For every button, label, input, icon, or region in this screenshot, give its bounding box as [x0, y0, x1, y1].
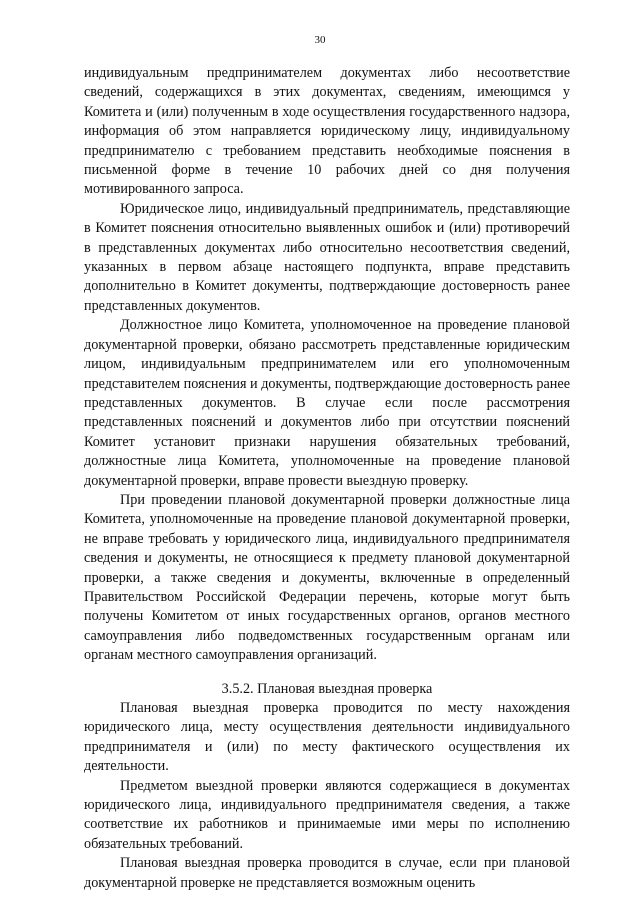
paragraph: Юридическое лицо, индивидуальный предприниматель, представляющие в Комитет пояснения относительно выявленных ошибок и (или) противоречий в представленных документах либо относительно несоответствия сведений, указанных в первом абзаце настоящего подпункта, вправе представить дополнительно в Комитет документы, подтверждающие достоверность ранее представленных документов.	[84, 200, 570, 314]
paragraph: Должностное лицо Комитета, уполномоченное на проведение плановой документарной проверки, обязано рассмотреть представленные юридическим лицом, индивидуальным предпринимателем или его уполномоченным представителем пояснения и документы, подтверждающие достоверность ранее представленных документов. В случае если после рассмотрения представленных пояснений и документов либо при отсутствии пояснений Комитет установит признаки нарушения обязательных требований, должностные лица Комитета, уполномоченные на проведение плановой документарной проверки, вправе провести выездную проверку.	[84, 317, 570, 489]
margin-stamp	[6, 738, 12, 898]
paragraph-continuation: индивидуальным предпринимателем документах либо несоответствие сведений, содержащихся в этих документах, сведениям, имеющимся у Комитета и (или) полученным в ходе осуществления государственного надзора, информация об этом направляется юридическому лицу, индивидуальному предпринимателю с требованием представить необходимые пояснения в письменной форме в течение 10 рабочих дней со дня получения мотивированного запроса.	[84, 65, 570, 198]
paragraph: Предметом выездной проверки являются содержащиеся в документах юридического лица, индивидуального предпринимателя сведения, а также соответствие их работников и принимаемые ими меры по исполнению обязательных требований.	[84, 777, 570, 852]
document-body	[84, 64, 570, 893]
paragraph: Плановая выездная проверка проводится по месту нахождения юридического лица, месту осуществления деятельности индивидуального предпринимателя и (или) по месту фактического осуществления их деятельности.	[84, 700, 570, 775]
section-heading: 3.5.2. Плановая выездная проверка	[221, 680, 433, 697]
paragraph: При проведении плановой документарной проверки должностные лица Комитета, уполномоченные на проведение плановой документарной проверки, не вправе требовать у юридического лица, индивидуального предпринимателя сведения и документы, не относящиеся к предмету плановой документарной проверки, а также сведения и документы, включенные в определенный Правительством Российской Федерации перечень, которые могут быть получены Комитетом от иных государственных органов, органов местного самоуправления либо подведомственных государственным органам или органам местного самоуправления организаций.	[84, 491, 570, 664]
page-number: 30	[314, 34, 326, 46]
paragraph: Плановая выездная проверка проводится в случае, если при плановой документарной проверке не представляется возможным оценить	[84, 855, 570, 891]
